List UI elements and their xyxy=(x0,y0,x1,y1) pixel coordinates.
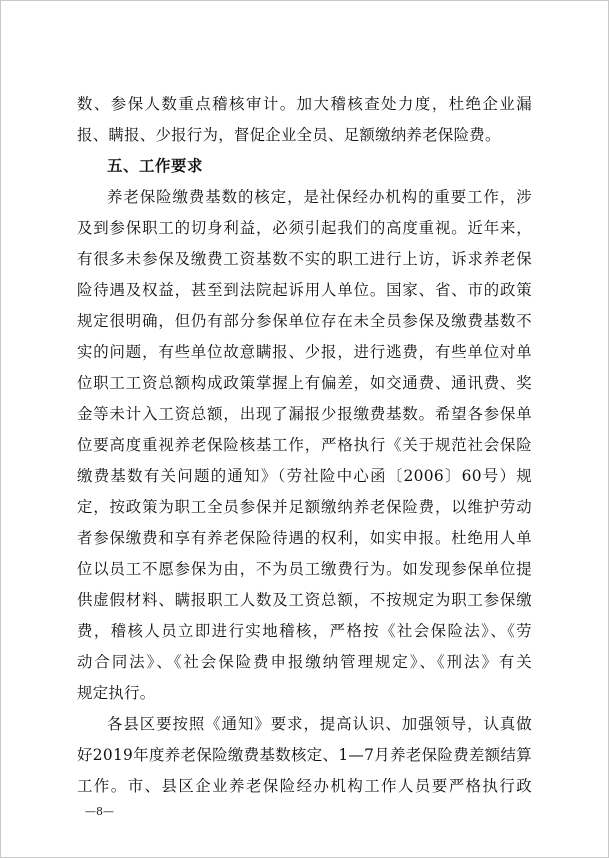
text-line: 金等未计入工资总额，出现了漏报少报缴费基数。希望各参保单 xyxy=(77,405,532,423)
text-line: 缴费基数有关问题的通知》（劳社险中心函〔2006〕60号）规 xyxy=(77,467,532,485)
text-line: 养老保险缴费基数的核定，是社保经办机构的重要工作，涉 xyxy=(107,188,532,206)
text-line: 规定很明确，但仍有部分参保单位存在未全员参保及缴费基数不 xyxy=(77,312,532,330)
text-line: 工作。市、县区企业养老保险经办机构工作人员要严格执行政 xyxy=(77,777,532,795)
text-line: 报、瞒报、少报行为，督促企业全员、足额缴纳养老保险费。 xyxy=(77,126,501,144)
text-line: 数、参保人数重点稽核审计。加大稽核查处力度，杜绝企业漏 xyxy=(77,95,532,113)
text-line: 好2019年度养老保险缴费基数核定、1—7月养老保险费差额结算 xyxy=(77,746,532,764)
text-line: 位以员工不愿参保为由，不为员工缴费行为。如发现参保单位提 xyxy=(77,560,532,578)
text-line: 供虚假材料、瞒报职工人数及工资总额，不按规定为职工参保缴 xyxy=(77,591,532,609)
text-line: 者参保缴费和享有养老保险待遇的权利，如实申报。杜绝用人单 xyxy=(77,529,532,547)
text-line: 位职工工资总额构成政策掌握上有偏差，如交通费、通讯费、奖 xyxy=(77,374,532,392)
text-line: 位要高度重视养老保险核基工作，严格执行《关于规范社会保险 xyxy=(77,436,532,454)
text-line: 险待遇及权益，甚至到法院起诉用人单位。国家、省、市的政策 xyxy=(77,281,532,299)
text-line: 定，按政策为职工全员参保并足额缴纳养老保险费，以维护劳动 xyxy=(77,498,532,516)
text-line: 各县区要按照《通知》要求，提高认识、加强领导，认真做 xyxy=(107,715,532,733)
section-heading: 五、工作要求 xyxy=(107,157,203,175)
text-line: 动合同法》、《社会保险费申报缴纳管理规定》、《刑法》有关 xyxy=(77,653,532,671)
text-line: 及到参保职工的切身利益，必须引起我们的高度重视。近年来， xyxy=(77,219,532,237)
text-line: 费，稽核人员立即进行实地稽核，严格按《社会保险法》、《劳 xyxy=(77,622,532,640)
text-line: 有很多未参保及缴费工资基数不实的职工进行上访，诉求养老保 xyxy=(77,250,532,268)
text-line: 实的问题，有些单位故意瞒报、少报，进行逃费，有些单位对单 xyxy=(77,343,532,361)
text-line: 规定执行。 xyxy=(77,684,156,702)
page-number: —8— xyxy=(85,805,114,818)
